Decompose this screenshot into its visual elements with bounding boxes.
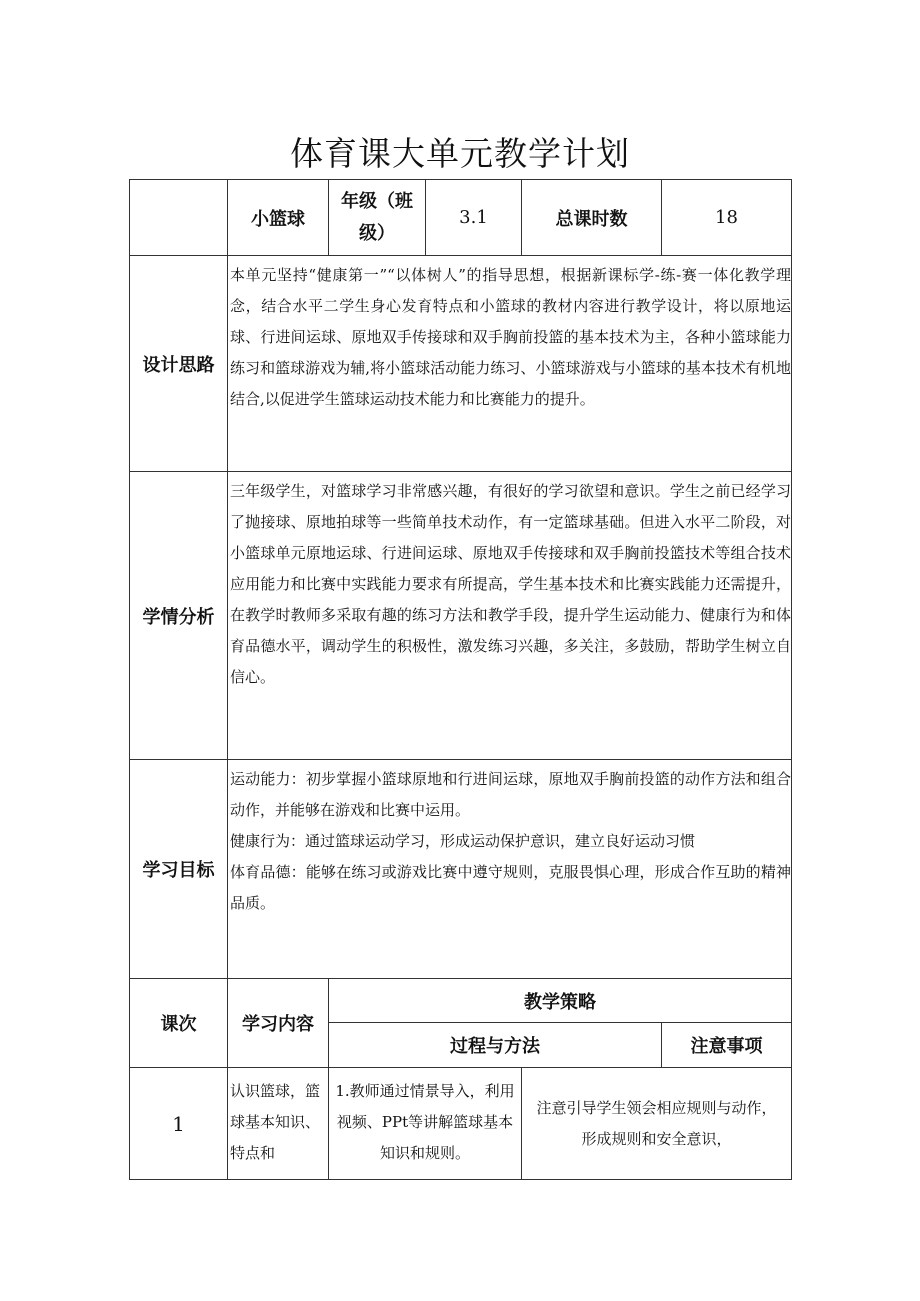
goals-text: [228, 760, 792, 979]
subject-cell: 小篮球: [228, 180, 329, 256]
design-row: [130, 256, 792, 472]
lesson-row: [130, 1068, 792, 1180]
header-row: [130, 180, 792, 256]
lessons-header-row: [130, 979, 792, 1023]
lesson-number: 1: [130, 1068, 228, 1180]
col-strategy-header: 教学策略: [329, 979, 792, 1023]
col-content-header: 学习内容: [228, 979, 329, 1068]
page-title: 体育课大单元教学计划: [290, 134, 630, 173]
lesson-process: 1.教师通过情景导入，利用视频、PPt等讲解篮球基本知识和规则。: [329, 1068, 522, 1180]
analysis-label: 学情分析: [130, 472, 228, 760]
goal-motor-ability: 运动能力：初步掌握小篮球原地和行进间运球，原地双手胸前投篮的动作方法和组合动作，并能够在游戏和比赛中运用。: [230, 770, 791, 819]
col-process-header: 过程与方法: [329, 1023, 662, 1068]
lesson-notes: 注意引导学生领会相应规则与动作，形成规则和安全意识，: [522, 1068, 792, 1180]
design-label: 设计思路: [130, 256, 228, 472]
col-notes-header: 注意事项: [662, 1023, 792, 1068]
design-text: 本单元坚持“健康第一”“以体树人”的指导思想，根据新课标学-练-赛一体化教学理念，结合水平二学生身心发育特点和小篮球的教材内容进行教学设计，将以原地运球、行进间运球、原地双手传接球和双手胸前投篮的基本技术为主，各种小篮球能力练习和篮球游戏为辅,将小篮球活动能力练习、小篮球游戏与小篮球的基本技术有机地结合,以促进学生篮球运动技术能力和比赛能力的提升。: [228, 256, 792, 472]
analysis-text: 三年级学生，对篮球学习非常感兴趣，有很好的学习欲望和意识。学生之前已经学习了抛接球、原地拍球等一些简单技术动作，有一定篮球基础。但进入水平二阶段，对小篮球单元原地运球、行进间运球、原地双手传接球和双手胸前投篮技术等组合技术应用能力和比赛中实践能力要求有所提高，学生基本技术和比赛实践能力还需提升，在教学时教师多采取有趣的练习方法和教学手段，提升学生运动能力、健康行为和体育品德水平，调动学生的积极性，激发练习兴趣，多关注，多鼓励，帮助学生树立自信心。: [228, 472, 792, 760]
total-hours-label-cell: 总课时数: [522, 180, 662, 256]
goals-label: 学习目标: [130, 760, 228, 979]
grade-label-cell: 年级（班级）: [329, 180, 426, 256]
goal-health-behavior: 健康行为：通过篮球运动学习，形成运动保护意识，建立良好运动习惯: [230, 832, 696, 850]
total-hours-value-cell: 18: [662, 180, 792, 256]
lesson-content: 认识篮球，篮球基本知识、特点和: [228, 1068, 329, 1180]
grade-value-cell: 3.1: [426, 180, 522, 256]
analysis-row: [130, 472, 792, 760]
goals-row: [130, 760, 792, 979]
goal-sport-ethics: 体育品德：能够在练习或游戏比赛中遵守规则，克服畏惧心理，形成合作互助的精神品质。: [230, 863, 791, 912]
plan-table: [129, 179, 792, 1180]
header-empty-cell: [130, 180, 228, 256]
col-lesson-header: 课次: [130, 979, 228, 1068]
